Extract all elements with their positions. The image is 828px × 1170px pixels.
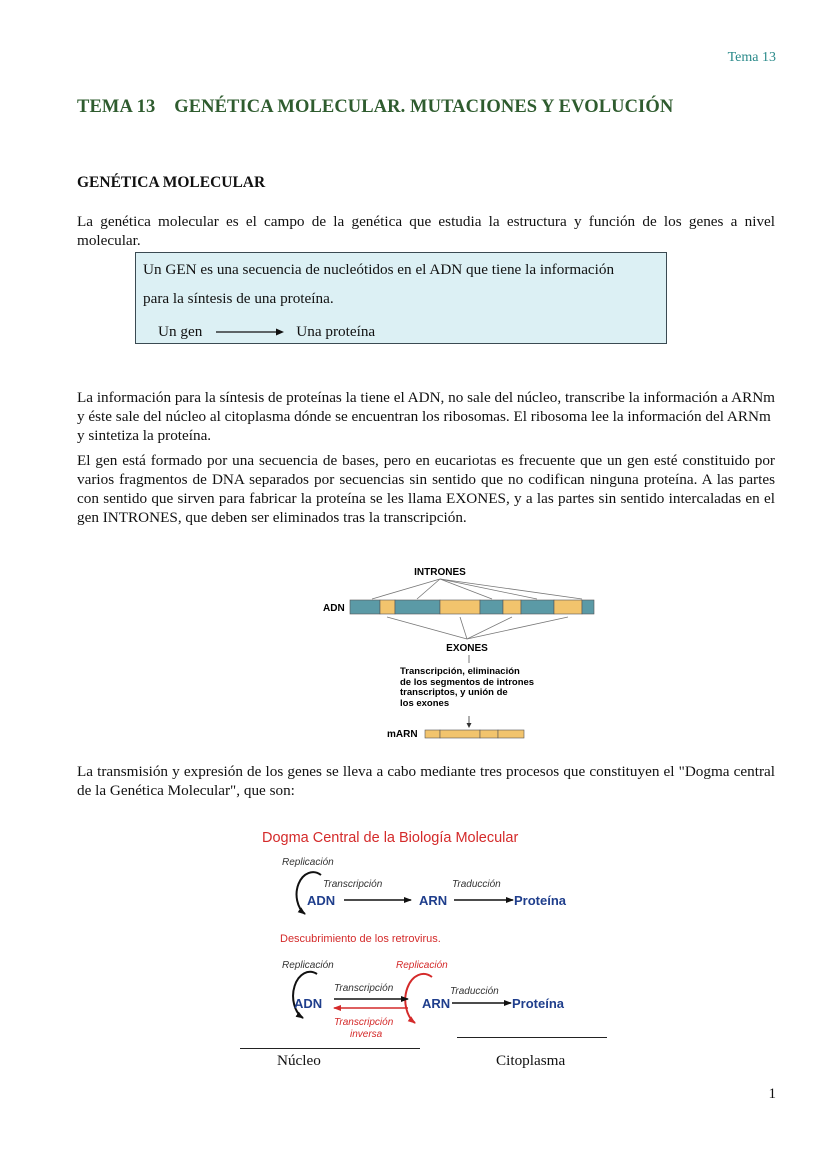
paragraph-dogma-intro: La transmisión y expresión de los genes se lleva a cabo mediante tres procesos que constituyen el "Dogma central de la Genética Molecular", que son:: [77, 763, 775, 799]
process-line: Transcripción, eliminación: [400, 666, 520, 677]
page-title: TEMA 13 GENÉTICA MOLECULAR. MUTACIONES Y EVOLUCIÓN: [77, 97, 674, 117]
arn-node: ARN: [419, 893, 448, 908]
intron-segment: [350, 600, 380, 614]
cytoplasm-caption: Citoplasma: [496, 1052, 566, 1069]
paragraph-exons: El gen está formado por una secuencia de bases, pero en eucariotas es frecuente que un gen esté constituido por varios fragmentos de DNA separados por secuencias sin sentido que no codifican ninguna proteína. A las partes con sentido que sirven para fabricar la proteína se les llama EXONES, y a las partes sin sentido intercaladas en el gen INTRONES, que deben ser eliminados tras la transcripción.: [77, 452, 775, 526]
marn-strand: [425, 730, 524, 738]
process-line: transcriptos, y unión de: [400, 687, 508, 698]
gene-label: Un gen: [158, 323, 203, 340]
exon-segment: [503, 600, 521, 614]
intron-segment: [480, 600, 503, 614]
retrovirus-label: Descubrimiento de los retrovirus.: [280, 933, 441, 945]
translation-label: Traducción: [452, 879, 501, 890]
page-number: 1: [768, 1086, 776, 1102]
arn-node-2: ARN: [422, 996, 451, 1011]
marn-exon: [425, 730, 440, 738]
gene-to-protein-row: [158, 323, 375, 341]
introns-exons-figure: [312, 562, 612, 747]
transcription-label-2: Transcripción: [334, 983, 394, 994]
exon-segment: [440, 600, 480, 614]
protein-node: Proteína: [514, 893, 567, 908]
reverse-transcription-label-2: inversa: [350, 1029, 383, 1040]
marn-exon: [480, 730, 498, 738]
cytoplasm-divider-line: [457, 1037, 607, 1038]
arrow-right-icon: [216, 327, 284, 337]
definition-line-1: Un GEN es una secuencia de nucleótidos en el ADN que tiene la información: [143, 261, 615, 278]
marn-label: mARN: [387, 729, 418, 740]
intron-pointer-lines: [372, 579, 582, 599]
protein-node-2: Proteína: [512, 996, 565, 1011]
definition-line-2: para la síntesis de una proteína.: [143, 290, 334, 307]
intron-segment: [521, 600, 554, 614]
marn-exon: [440, 730, 480, 738]
adn-node-2: ADN: [294, 996, 323, 1011]
reverse-transcription-label-1: Transcripción: [334, 1017, 394, 1028]
intron-segment: [395, 600, 440, 614]
paragraph-info: La información para la síntesis de proteínas la tiene el ADN, no sale del núcleo, transcribe la información a ARNm y éste sale del núcleo al citoplasma dónde se encuentran los ribosomas. El ribosoma lee la información del ARNm y sintetiza la proteína.: [77, 389, 775, 444]
process-line: de los segmentos de intrones: [400, 677, 535, 688]
process-description: [400, 666, 534, 709]
adn-label: ADN: [323, 603, 345, 614]
down-arrow-icon: [467, 716, 472, 728]
replication-label-2: Replicación: [282, 960, 334, 971]
adn-node: ADN: [307, 893, 336, 908]
exon-pointer-lines: [387, 617, 568, 639]
translation-label-2: Traducción: [450, 986, 499, 997]
marn-exon: [498, 730, 524, 738]
nucleus-caption: Núcleo: [277, 1052, 321, 1069]
dogma-title: Dogma Central de la Biología Molecular: [262, 830, 519, 846]
definition-box: [135, 252, 667, 344]
exon-segment: [380, 600, 395, 614]
central-dogma-figure: [255, 822, 615, 1052]
exon-segment: [554, 600, 582, 614]
header-label: Tema 13: [727, 50, 776, 65]
protein-label: Una proteína: [296, 323, 376, 340]
replication-label-red: Replicación: [396, 960, 448, 971]
exons-label: EXONES: [446, 643, 488, 654]
adn-strand: [350, 600, 594, 614]
replication-loop-arrow-2: [293, 972, 317, 1018]
intron-segment: [582, 600, 594, 614]
nucleus-divider-line: [240, 1048, 420, 1049]
paragraph-intro: La genética molecular es el campo de la genética que estudia la estructura y función de los genes a nivel molecular.: [77, 213, 775, 249]
replication-label: Replicación: [282, 857, 334, 868]
section-heading: GENÉTICA MOLECULAR: [77, 174, 266, 191]
introns-label: INTRONES: [414, 567, 466, 578]
transcription-label: Transcripción: [323, 879, 383, 890]
process-line: los exones: [400, 698, 450, 709]
